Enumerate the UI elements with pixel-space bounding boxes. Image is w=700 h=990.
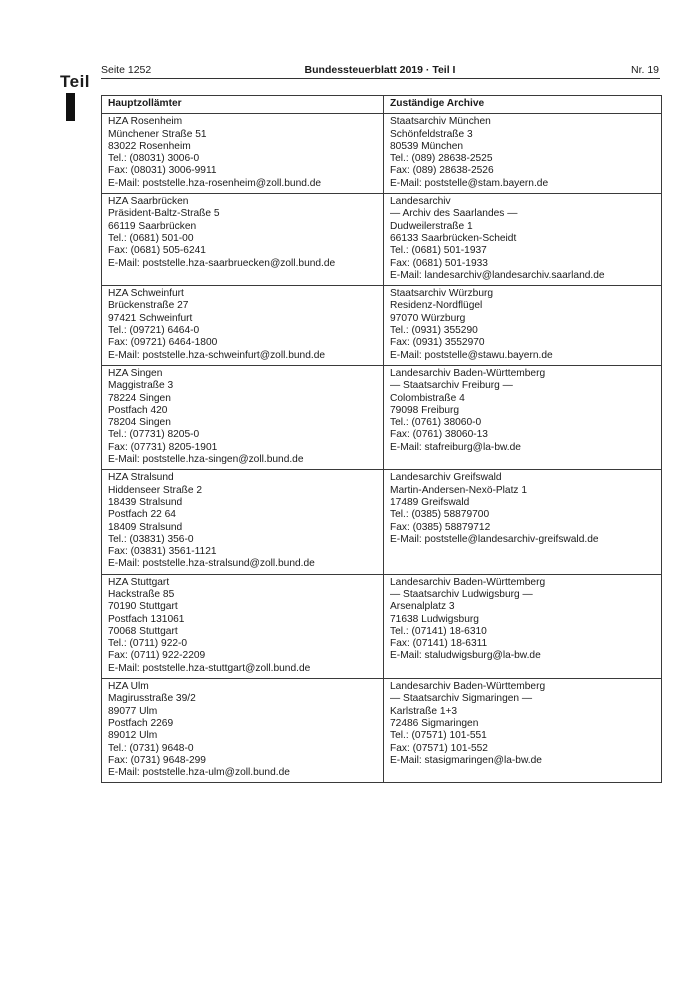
archive-cell-line: E-Mail: poststelle@stawu.bayern.de (390, 349, 553, 361)
office-cell-line: HZA Schweinfurt (108, 288, 184, 300)
archive-cell-line: Fax: (0385) 58879712 (390, 521, 491, 533)
archive-cell-line: E-Mail: staludwigsburg@la-bw.de (390, 650, 541, 662)
archive-cell-line: Staatsarchiv Würzburg (390, 288, 494, 300)
archive-cell-line: Martin-Andersen-Nexö-Platz 1 (390, 484, 528, 496)
archive-cell-line: — Staatsarchiv Freiburg — (390, 380, 513, 392)
office-cell-line: 70190 Stuttgart (108, 601, 178, 613)
office-cell-line: Fax: (0681) 505-6241 (108, 245, 206, 257)
archive-cell-line: — Staatsarchiv Ludwigsburg — (390, 588, 533, 600)
page-number: Seite 1252 (101, 64, 152, 76)
archive-cell-line: Tel.: (07141) 18-6310 (390, 625, 487, 637)
office-cell-line: E-Mail: poststelle.hza-ulm@zoll.bund.de (108, 767, 290, 779)
archive-cell-line: 66133 Saarbrücken-Scheidt (390, 232, 517, 244)
office-cell-line: Fax: (09721) 6464-1800 (108, 337, 218, 349)
archive-cell-line: Tel.: (07571) 101-551 (390, 730, 487, 742)
archive-cell (384, 365, 662, 469)
archive-cell-line: Arsenalplatz 3 (390, 601, 455, 613)
office-cell-line: E-Mail: poststelle.hza-stralsund@zoll.bund.de (108, 558, 315, 570)
office-cell-line: Tel.: (09721) 6464-0 (108, 325, 200, 337)
office-cell (102, 574, 384, 678)
archive-cell-line: Schönfeldstraße 3 (390, 128, 473, 140)
archive-cell-line: Landesarchiv Baden-Württemberg (390, 576, 546, 588)
office-cell-line: Brückenstraße 27 (108, 300, 189, 312)
archive-cell (384, 194, 662, 286)
office-cell-line: Münchener Straße 51 (108, 128, 207, 140)
office-cell-line: 18409 Stralsund (108, 521, 183, 533)
archive-table (101, 95, 662, 783)
archive-cell (384, 574, 662, 678)
issue-number: Nr. 19 (630, 64, 659, 76)
office-cell-line: E-Mail: poststelle.hza-stuttgart@zoll.bund.de (108, 662, 311, 674)
archive-cell-line: Tel.: (0931) 355290 (390, 325, 478, 337)
office-cell-line: Präsident-Baltz-Straße 5 (108, 208, 220, 220)
archive-cell (384, 286, 662, 366)
office-cell-line: 83022 Rosenheim (108, 140, 191, 152)
office-cell-line: E-Mail: poststelle.hza-saarbruecken@zoll.bund.de (108, 257, 336, 269)
archive-cell-line: Fax: (07571) 101-552 (390, 742, 488, 754)
archive-cell-line: Fax: (0761) 38060-13 (390, 429, 488, 441)
archive-cell-line: 72486 Sigmaringen (390, 717, 479, 729)
office-cell-line: E-Mail: poststelle.hza-rosenheim@zoll.bund.de (108, 177, 322, 189)
office-cell (102, 470, 384, 574)
publication-title: Bundessteuerblatt 2019 · Teil I (304, 64, 456, 76)
office-cell-line: 18439 Stralsund (108, 496, 183, 508)
archive-cell-line: E-Mail: landesarchiv@landesarchiv.saarland.de (390, 269, 605, 281)
header-rule (101, 78, 660, 79)
table-row (102, 194, 662, 286)
archive-cell-line: E-Mail: poststelle@landesarchiv-greifswald.de (390, 533, 599, 545)
office-cell-line: Magirusstraße 39/2 (108, 693, 196, 705)
office-cell-line: Postfach 2269 (108, 717, 174, 729)
office-cell-line: Fax: (08031) 3006-9911 (108, 165, 217, 177)
archive-cell-line: E-Mail: poststelle@stam.bayern.de (390, 177, 549, 189)
archive-cell (384, 470, 662, 574)
office-cell-line: 78224 Singen (108, 392, 171, 404)
office-cell-line: Tel.: (07731) 8205-0 (108, 429, 200, 441)
part-marker-number (66, 93, 75, 121)
table-row (102, 574, 662, 678)
office-cell-line: HZA Rosenheim (108, 116, 183, 128)
archive-cell-line: Tel.: (089) 28638-2525 (390, 153, 493, 165)
office-cell-line: HZA Stralsund (108, 472, 174, 484)
page-header (101, 64, 659, 78)
table-row (102, 679, 662, 783)
archive-cell-line: Tel.: (0761) 38060-0 (390, 417, 482, 429)
office-cell-line: Postfach 420 (108, 404, 168, 416)
office-cell-line: 89077 Ulm (108, 705, 158, 717)
office-cell-line: Hackstraße 85 (108, 588, 175, 600)
archive-cell-line: Tel.: (0385) 58879700 (390, 509, 490, 521)
office-cell-line: 66119 Saarbrücken (108, 220, 197, 232)
archive-cell-line: Landesarchiv (390, 196, 451, 208)
archive-cell-line: — Staatsarchiv Sigmaringen — (390, 693, 533, 705)
office-cell-line: Fax: (07731) 8205-1901 (108, 441, 218, 453)
office-cell-line: Tel.: (0681) 501-00 (108, 232, 194, 244)
table-row (102, 286, 662, 366)
archive-cell-line: Fax: (0681) 501-1933 (390, 257, 488, 269)
archive-cell-line: Staatsarchiv München (390, 116, 491, 128)
office-cell-line: 70068 Stuttgart (108, 625, 178, 637)
table-row (102, 365, 662, 469)
office-cell (102, 365, 384, 469)
column-header-archives: Zuständige Archive (384, 96, 662, 114)
office-cell-line: Postfach 22 64 (108, 509, 176, 521)
archive-cell-line: Tel.: (0681) 501-1937 (390, 245, 487, 257)
archive-cell (384, 679, 662, 783)
office-cell (102, 114, 384, 194)
office-cell-line: Tel.: (03831) 356-0 (108, 533, 194, 545)
office-cell (102, 286, 384, 366)
table-row (102, 114, 662, 194)
archive-cell-line: E-Mail: stasigmaringen@la-bw.de (390, 754, 542, 766)
office-cell-line: Fax: (0731) 9648-299 (108, 754, 206, 766)
table-row (102, 470, 662, 574)
office-cell-line: 89012 Ulm (108, 730, 158, 742)
office-cell-line: 78204 Singen (108, 417, 171, 429)
archive-cell-line: Fax: (089) 28638-2526 (390, 165, 494, 177)
office-cell-line: Tel.: (0711) 922-0 (108, 638, 188, 650)
archive-cell-line: 80539 München (390, 140, 464, 152)
archive-cell-line: Dudweilerstraße 1 (390, 220, 473, 232)
table-header-row (102, 96, 662, 114)
archive-cell-line: Residenz-Nordflügel (390, 300, 483, 312)
archive-cell-line: Landesarchiv Baden-Württemberg (390, 367, 546, 379)
column-header-offices: Hauptzollämter (102, 96, 384, 114)
office-cell-line: Fax: (03831) 3561-1121 (108, 546, 217, 558)
archive-cell-line: Landesarchiv Greifswald (390, 472, 502, 484)
office-cell-line: Tel.: (0731) 9648-0 (108, 742, 194, 754)
archive-cell-line: Fax: (07141) 18-6311 (390, 638, 488, 650)
archive-cell-line: — Archiv des Saarlandes — (390, 208, 518, 220)
office-cell-line: Tel.: (08031) 3006-0 (108, 153, 200, 165)
office-cell-line: Maggistraße 3 (108, 380, 174, 392)
archive-cell-line: 97070 Würzburg (390, 312, 466, 324)
office-cell-line: E-Mail: poststelle.hza-singen@zoll.bund.de (108, 454, 304, 466)
office-cell-line: Postfach 131061 (108, 613, 185, 625)
office-cell-line: E-Mail: poststelle.hza-schweinfurt@zoll.bund.de (108, 349, 326, 361)
archive-cell-line: Fax: (0931) 3552970 (390, 337, 485, 349)
office-cell-line: 97421 Schweinfurt (108, 312, 193, 324)
archive-cell (384, 114, 662, 194)
office-cell-line: Hiddenseer Straße 2 (108, 484, 203, 496)
archive-cell-line: Landesarchiv Baden-Württemberg (390, 681, 546, 693)
office-cell (102, 194, 384, 286)
office-cell-line: HZA Saarbrücken (108, 196, 189, 208)
office-cell-line: Fax: (0711) 922-2209 (108, 650, 206, 662)
archive-cell-line: 79098 Freiburg (390, 404, 460, 416)
archive-cell-line: 17489 Greifswald (390, 496, 470, 508)
archive-cell-line: Colombistraße 4 (390, 392, 465, 404)
part-marker-label: Teil (60, 72, 91, 91)
archive-cell-line: E-Mail: stafreiburg@la-bw.de (390, 441, 521, 453)
office-cell-line: HZA Stuttgart (108, 576, 170, 588)
office-cell-line: HZA Ulm (108, 681, 149, 693)
office-cell (102, 679, 384, 783)
archive-cell-line: Karlstraße 1+3 (390, 705, 458, 717)
office-cell-line: HZA Singen (108, 367, 163, 379)
archive-cell-line: 71638 Ludwigsburg (390, 613, 479, 625)
